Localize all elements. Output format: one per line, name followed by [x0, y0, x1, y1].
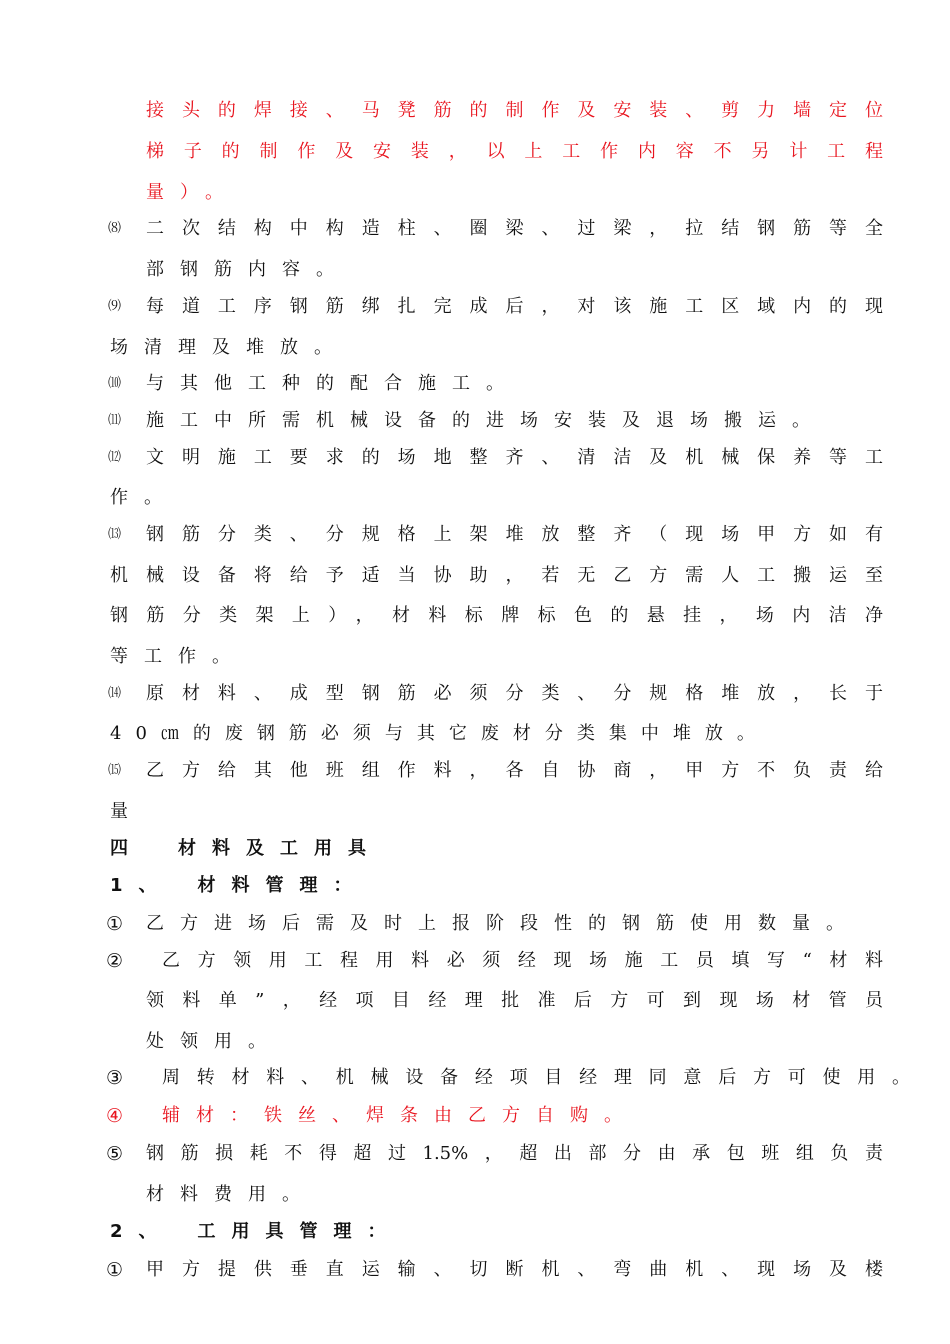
subsection-heading: 2、 工用具管理：	[110, 1221, 402, 1242]
text-line: 等工作。	[110, 646, 246, 667]
list-marker: ①	[106, 1259, 124, 1281]
text-line: 量	[110, 801, 128, 822]
text-line: 周转材料、机械设备经项目经理同意后方可使用。	[162, 1067, 910, 1088]
text-line: 40㎝的废钢筋必须与其它废材分类集中堆放。	[110, 723, 769, 744]
text-line: 乙方领用工程用料必须经现场施工员填写“材料	[162, 950, 883, 971]
text-line: 机械设备将给予适当协助，若无乙方需人工搬运至	[110, 565, 883, 586]
list-marker: ⑼	[108, 299, 122, 314]
list-marker: ③	[106, 1067, 124, 1089]
text-line: 每道工序钢筋绑扎完成后，对该施工区域内的现	[146, 296, 883, 317]
text-line: 接头的焊接、马凳筋的制作及安装、剪力墙定位	[146, 100, 883, 121]
text-line: 领料单”，经项目经理批准后方可到现场材管员	[146, 990, 883, 1011]
list-marker: ④	[106, 1105, 124, 1127]
list-marker: ⒀	[108, 527, 122, 542]
text-line: 与其他工种的配合施工。	[146, 373, 520, 394]
text-line: 甲方提供垂直运输、切断机、弯曲机、现场及楼	[146, 1259, 883, 1280]
list-marker: ⑻	[108, 221, 122, 236]
subsection-heading: 1、 材料管理：	[110, 875, 368, 896]
text-line: 作。	[110, 487, 178, 508]
text-line: 场清理及堆放。	[110, 337, 348, 358]
text-line: 文明施工要求的场地整齐、清洁及机械保养等工	[146, 447, 883, 468]
list-marker: ⑽	[108, 376, 122, 391]
text-line: 材料费用。	[146, 1184, 316, 1205]
text-line: 钢筋损耗不得超过1.5%，超出部分由承包班组负责	[146, 1143, 883, 1164]
section-heading: 四 材料及工用具	[110, 838, 382, 859]
text-line: 量）。	[146, 182, 239, 203]
list-marker: ②	[106, 950, 124, 972]
text-line: 梯子的制作及安装，以上工作内容不另计工程	[146, 141, 883, 162]
list-marker: ⑤	[106, 1143, 124, 1165]
list-marker: ⒁	[108, 686, 122, 701]
text-line: 辅材：铁丝、焊条由乙方自购。	[162, 1105, 638, 1126]
list-marker: ⑿	[108, 450, 122, 465]
text-line: 乙方进场后需及时上报阶段性的钢筋使用数量。	[146, 913, 860, 934]
text-line: 施工中所需机械设备的进场安装及退场搬运。	[146, 410, 826, 431]
text-line: 部钢筋内容。	[146, 259, 350, 280]
text-line: 钢筋分类架上），材料标牌标色的悬挂，场内洁净	[110, 605, 883, 626]
text-line: 二次结构中构造柱、圈梁、过梁，拉结钢筋等全	[146, 218, 883, 239]
list-marker: ①	[106, 913, 124, 935]
text-line: 钢筋分类、分规格上架堆放整齐（现场甲方如有	[146, 524, 883, 545]
list-marker: ⒂	[108, 763, 122, 778]
text-line: 原材料、成型钢筋必须分类、分规格堆放，长于	[146, 683, 883, 704]
text-line: 处领用。	[146, 1031, 282, 1052]
text-line: 乙方给其他班组作料，各自协商，甲方不负责给	[146, 760, 883, 781]
list-marker: ⑾	[108, 413, 122, 428]
